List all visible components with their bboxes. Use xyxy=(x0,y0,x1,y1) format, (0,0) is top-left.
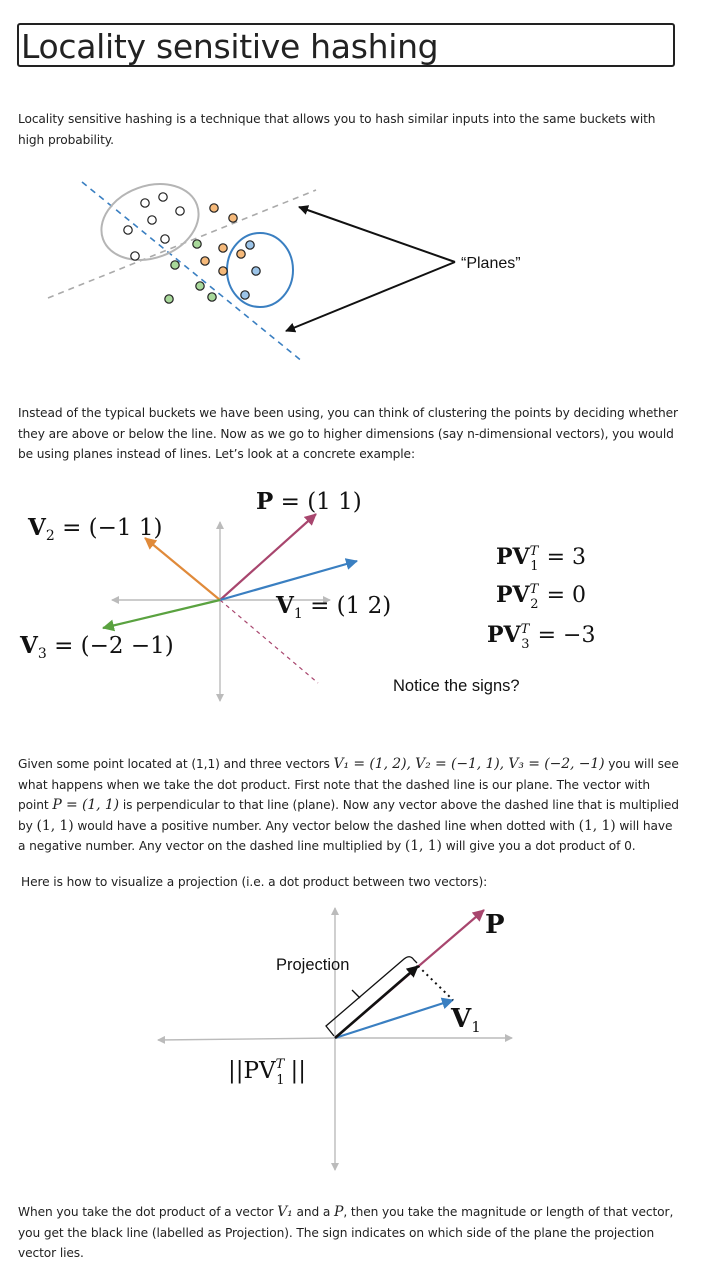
dot-product-paragraph: Given some point located at (1,1) and three vectors V₁ = (1, 2), V₂ = (−1, 1), V₃ = (−2, −1) you will see what happens when we take the dot product. First note that the dashed line is our plane. The vector with point P = (1, 1) is perpendicular to that line (plane). Now any vector above the dashed line that is multiplied by (1, 1) would have a positive number. Any vector below the dashed line when dotted with (1, 1) will have a negative number. Any vector on the dashed line multiplied by (1, 1) will give you a dot product of 0. xyxy=(18,756,679,854)
eq-pv1: $PV^T$ 1 = 3 xyxy=(496,544,587,574)
label-v1: $V_1 = (1$ 2) xyxy=(276,592,392,622)
projection-figure xyxy=(0,898,705,1178)
planes-figure xyxy=(0,170,705,380)
notice-signs: Notice the signs? xyxy=(393,677,520,695)
projection-dotted xyxy=(418,966,453,1000)
vector-v2 xyxy=(145,538,220,600)
blue-points xyxy=(241,241,260,299)
eq-pv3: $PV^T$ 3 = −3 xyxy=(487,622,596,652)
vectors-figure xyxy=(0,480,705,710)
vector-v3 xyxy=(103,600,220,628)
page-title: Locality sensitive hashing xyxy=(21,27,439,66)
projection-paragraph: When you take the dot product of a vector V₁ and a P, then you take the magnitude or length of that vector, you get the black line (labelled as Projection). The sign indicates on which side of the plane the projection vector lies. xyxy=(18,1204,674,1260)
label-p: P = (1 1) xyxy=(256,488,362,515)
orange-points xyxy=(201,204,245,275)
title-box xyxy=(17,23,675,67)
projection-intro: Here is how to visualize a projection (i.e. a dot product between two vectors): xyxy=(21,875,488,889)
projection-brace-tip xyxy=(352,990,360,998)
clustering-paragraph: Instead of the typical buckets we have been using, you can think of clustering the points by deciding whether they are above or below the line. Now as we go to higher dimensions (say n-dimensional vectors), you would be using planes instead of lines. Let’s look at a concrete example: xyxy=(18,406,678,461)
planes-arrow-upper xyxy=(299,207,455,262)
planes-label: “Planes” xyxy=(461,255,521,272)
proj-label-p: P xyxy=(485,910,505,940)
blue-plane-line xyxy=(82,182,303,362)
proj-vector-v1 xyxy=(335,1000,453,1038)
intro-paragraph: Locality sensitive hashing is a technique that allows you to hash similar inputs into the same buckets with high probability. xyxy=(18,112,656,147)
projection-line xyxy=(335,966,418,1038)
proj-label-text: Projection xyxy=(276,956,350,974)
planes-arrow-lower xyxy=(286,262,455,331)
proj-norm-label: $||PV^T$ 1 || xyxy=(228,1057,307,1088)
label-v3: $V_3 = (-2 -1)$ xyxy=(20,632,174,662)
proj-label-v1: V1 xyxy=(451,1004,481,1036)
label-v2: $V_2 = (-1$ 1) xyxy=(28,514,163,544)
eq-pv2: $PV^T$ 2 = 0 xyxy=(496,582,587,612)
green-points xyxy=(165,240,216,303)
proj-x-axis-neg xyxy=(158,1038,335,1040)
